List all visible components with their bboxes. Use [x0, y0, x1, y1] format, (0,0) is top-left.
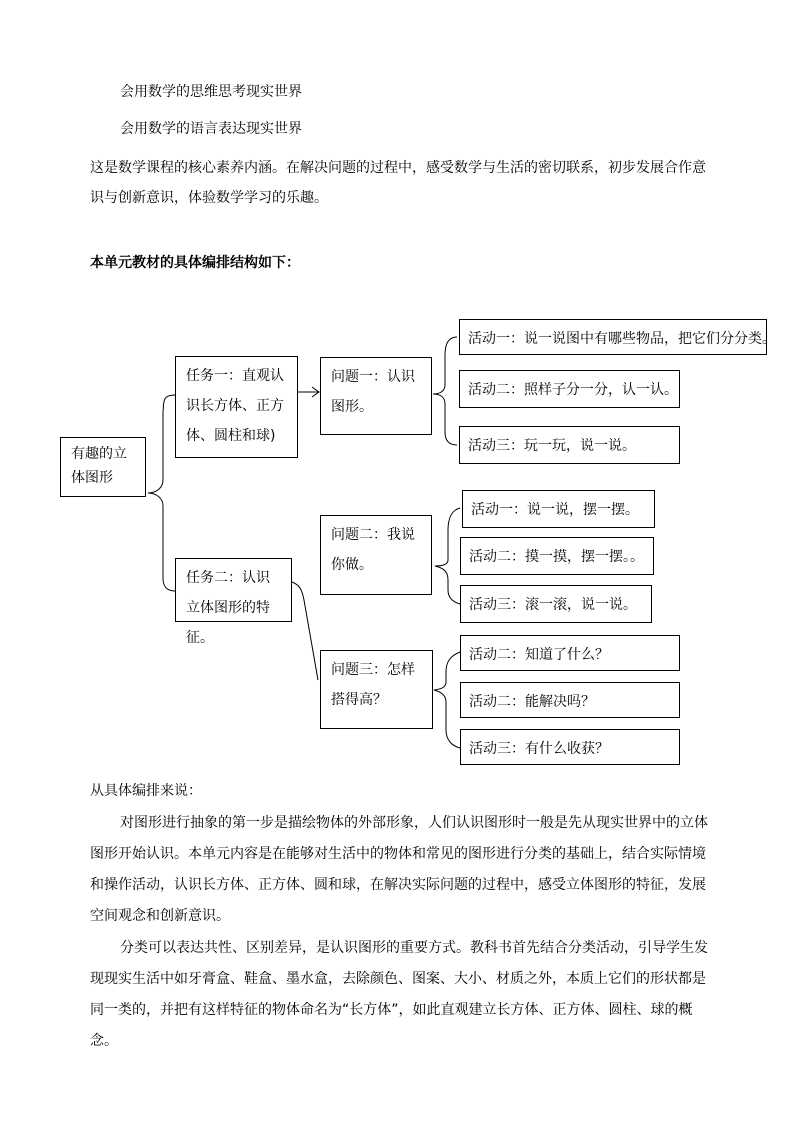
- q1-activity-3: 活动三：玩一玩，说一说。: [459, 426, 680, 464]
- root-box-interesting-3d-shapes: 有趣的立体图形: [60, 437, 146, 497]
- p2-line-4: 念。: [90, 1033, 118, 1049]
- intro-paragraph-line-1: 这是数学课程的核心素养内涵。在解决问题的过程中，感受数学与生活的密切联系，初步发展合作意: [90, 160, 706, 176]
- q2-activity-2: 活动二：摸一摸，摆一摆。。: [460, 537, 654, 575]
- task1-box: 任务一：直观认识长方体、正方体、圆柱和球): [175, 356, 298, 458]
- intro-line-2: 会用数学的语言表达现实世界: [120, 121, 302, 137]
- intro-line-1: 会用数学的思维思考现实世界: [120, 84, 302, 100]
- task2-box: 任务二：认识立体图形的特征。: [175, 558, 292, 622]
- body-subhead: 从具体编排来说：: [90, 783, 202, 799]
- p2-line-2: 现现实生活中如牙膏盒、鞋盒、墨水盒，去除颜色、图案、大小、材质之外，本质上它们的形状都是: [90, 971, 706, 987]
- p1-line-1: 对图形进行抽象的第一步是描绘物体的外部形象，人们认识图形时一般是先从现实世界中的立体: [120, 815, 708, 831]
- intro-paragraph-line-2: 识与创新意识，体验数学学习的乐趣。: [90, 190, 328, 206]
- q1-activity-1: 活动一：说一说图中有哪些物品，把它们分分类。: [459, 319, 767, 355]
- root-brace: [148, 395, 175, 591]
- q2-brace: [435, 508, 460, 604]
- q3-box: 问题三：怎样搭得高？: [320, 650, 433, 729]
- q3-activity-1: 活动二：知道了什么？: [460, 635, 680, 671]
- p2-line-1: 分类可以表达共性、区别差异，是认识图形的重要方式。教科书首先结合分类活动，引导学生发: [120, 940, 708, 956]
- p1-line-2: 图形开始认识。本单元内容是在能够对生活中的物体和常见的图形进行分类的基础上，结合实际情境: [90, 846, 706, 862]
- structure-heading: 本单元教材的具体编排结构如下：: [90, 255, 300, 271]
- p2-line-3: 同一类的，并把有这样特征的物体命名为“长方体”，如此直观建立长方体、正方体、圆柱、球的概: [90, 1002, 693, 1018]
- q2-box: 问题二：我说你做。: [320, 515, 432, 595]
- q2-activity-1: 活动一：说一说，摆一摆。: [462, 490, 655, 528]
- q3-activity-2: 活动二：能解决吗？: [460, 682, 680, 718]
- q2-activity-3: 活动三：滚一滚，说一说。: [460, 585, 652, 623]
- p1-line-3: 和操作活动，认识长方体、正方体、圆和球，在解决实际问题的过程中，感受立体图形的特征，发展: [90, 877, 706, 893]
- p1-line-4: 空间观念和创新意识。: [90, 908, 230, 924]
- q1-brace: [433, 337, 457, 445]
- q3-brace: [434, 652, 460, 748]
- task2-to-q3-line: [292, 582, 318, 680]
- q1-activity-2: 活动二：照样子分一分，认一认。: [459, 370, 680, 408]
- q1-box: 问题一：认识图形。: [320, 357, 432, 435]
- q3-activity-3: 活动三：有什么收获？: [460, 729, 680, 765]
